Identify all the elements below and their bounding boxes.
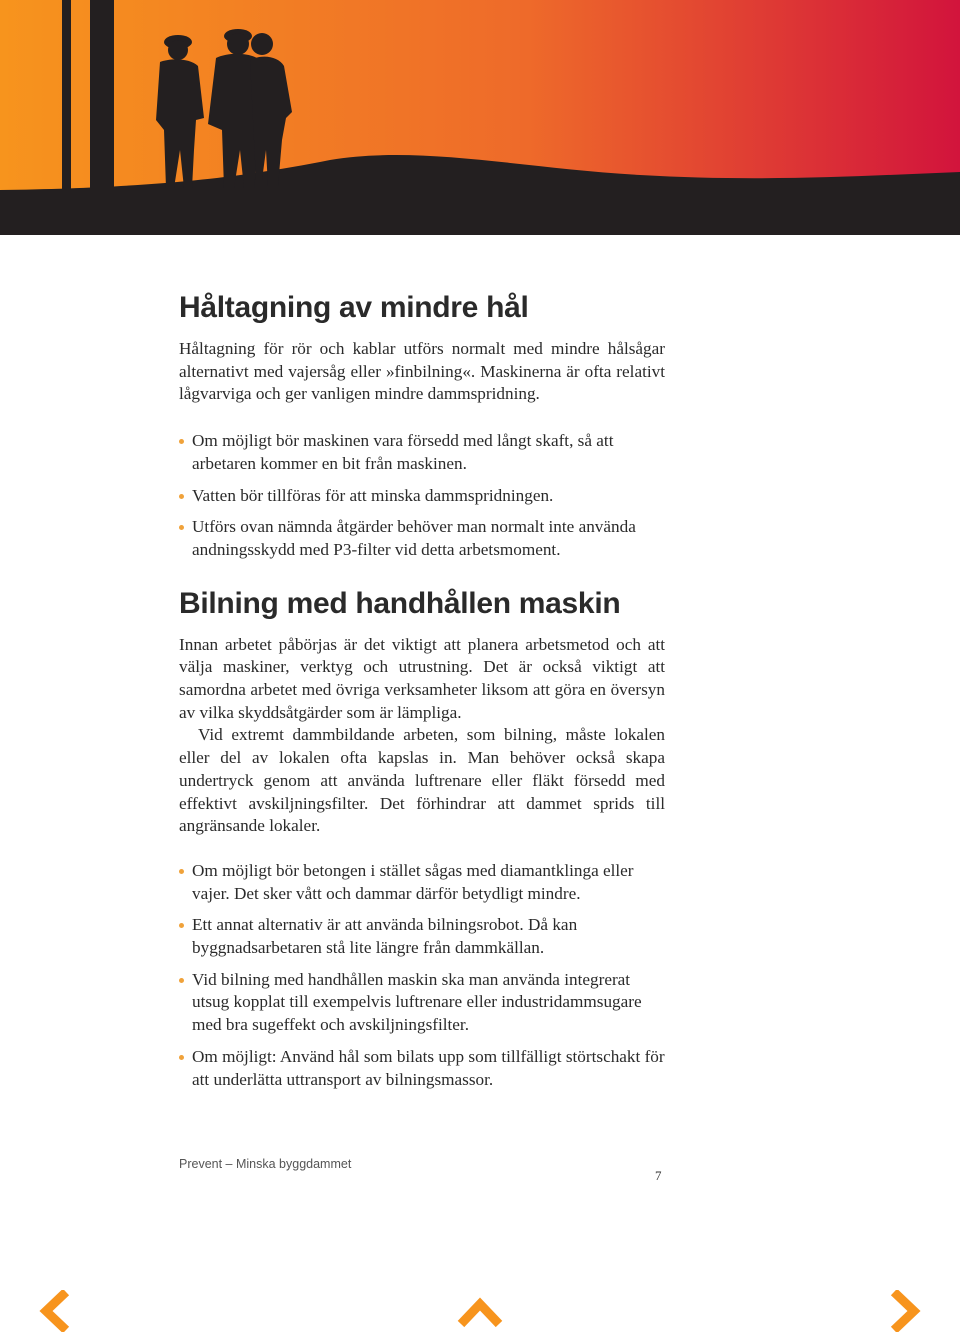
body-paragraph: Innan arbetet påbörjas är det viktigt att planera arbetsmetod och att välja maskiner, verktyg och utrustning. Det är också viktigt att samordna arbetet med övriga verksamheter liksom att göra en översyn av vilka skyddsåtgärder som är lämpliga. (179, 634, 665, 722)
list-item: Vatten bör tillföras för att minska dammspridningen. (179, 485, 665, 508)
prev-page-button[interactable] (34, 1290, 80, 1332)
header-banner (0, 0, 960, 235)
list-item: Om möjligt bör maskinen vara försedd med långt skaft, så att arbetaren kommer en bit från maskinen. (179, 430, 665, 475)
up-page-button[interactable] (457, 1290, 503, 1332)
list-item: Ett annat alternativ är att använda bilningsrobot. Då kan byggnadsarbetaren stå lite längre från dammkällan. (179, 914, 665, 959)
bullet-list-haltagning (179, 430, 665, 562)
footer-label: Prevent – Minska byggdammet (179, 1157, 352, 1171)
section-intro-paragraph: Håltagning för rör och kablar utförs normalt med mindre hålsågar alternativt med vajersåg eller »finbilning«. Maskinerna är ofta relativt lågvarviga och ger vanligen mindre dammspridning. (179, 339, 665, 404)
body-paragraph: Vid extremt dammbildande arbeten, som bilning, måste lokalen eller del av lokalen ofta kapslas in. Man behöver också skapa undertryck genom att använda luftrenare eller fläkt försedd med effektivt avskiljningsfilter. Det förhindrar att dammet sprids till angränsande lokaler. (179, 725, 665, 836)
section-heading-bilning: Bilning med handhållen maskin (179, 586, 621, 620)
section-heading-haltagning: Håltagning av mindre hål (179, 291, 529, 324)
section-bilning (179, 586, 665, 1092)
list-item: Om möjligt: Använd hål som bilats upp som tillfälligt störtschakt för att underlätta uttransport av bilningsmassor. (179, 1046, 665, 1091)
next-page-button[interactable] (884, 1290, 930, 1332)
list-item: Utförs ovan nämnda åtgärder behöver man normalt inte använda andningsskydd med P3-filter vid detta arbetsmoment. (179, 516, 665, 561)
list-item: Om möjligt bör betongen i stället sågas med diamantklinga eller vajer. Det sker vått och dammar därför betydligt mindre. (179, 860, 665, 905)
prev-arrow-icon (34, 1290, 80, 1332)
next-arrow-icon (884, 1290, 930, 1332)
bullet-list-bilning (179, 860, 665, 1091)
page-number: 7 (655, 1168, 662, 1183)
main-content (179, 290, 665, 1100)
up-arrow-icon (457, 1290, 503, 1332)
list-item: Vid bilning med handhållen maskin ska man använda integrerat utsug kopplat till exempelvis luftrenare eller industridammsugare med bra sugeffekt och avskiljningsfilter. (179, 969, 665, 1037)
workers-silhouette-illustration (0, 0, 960, 235)
